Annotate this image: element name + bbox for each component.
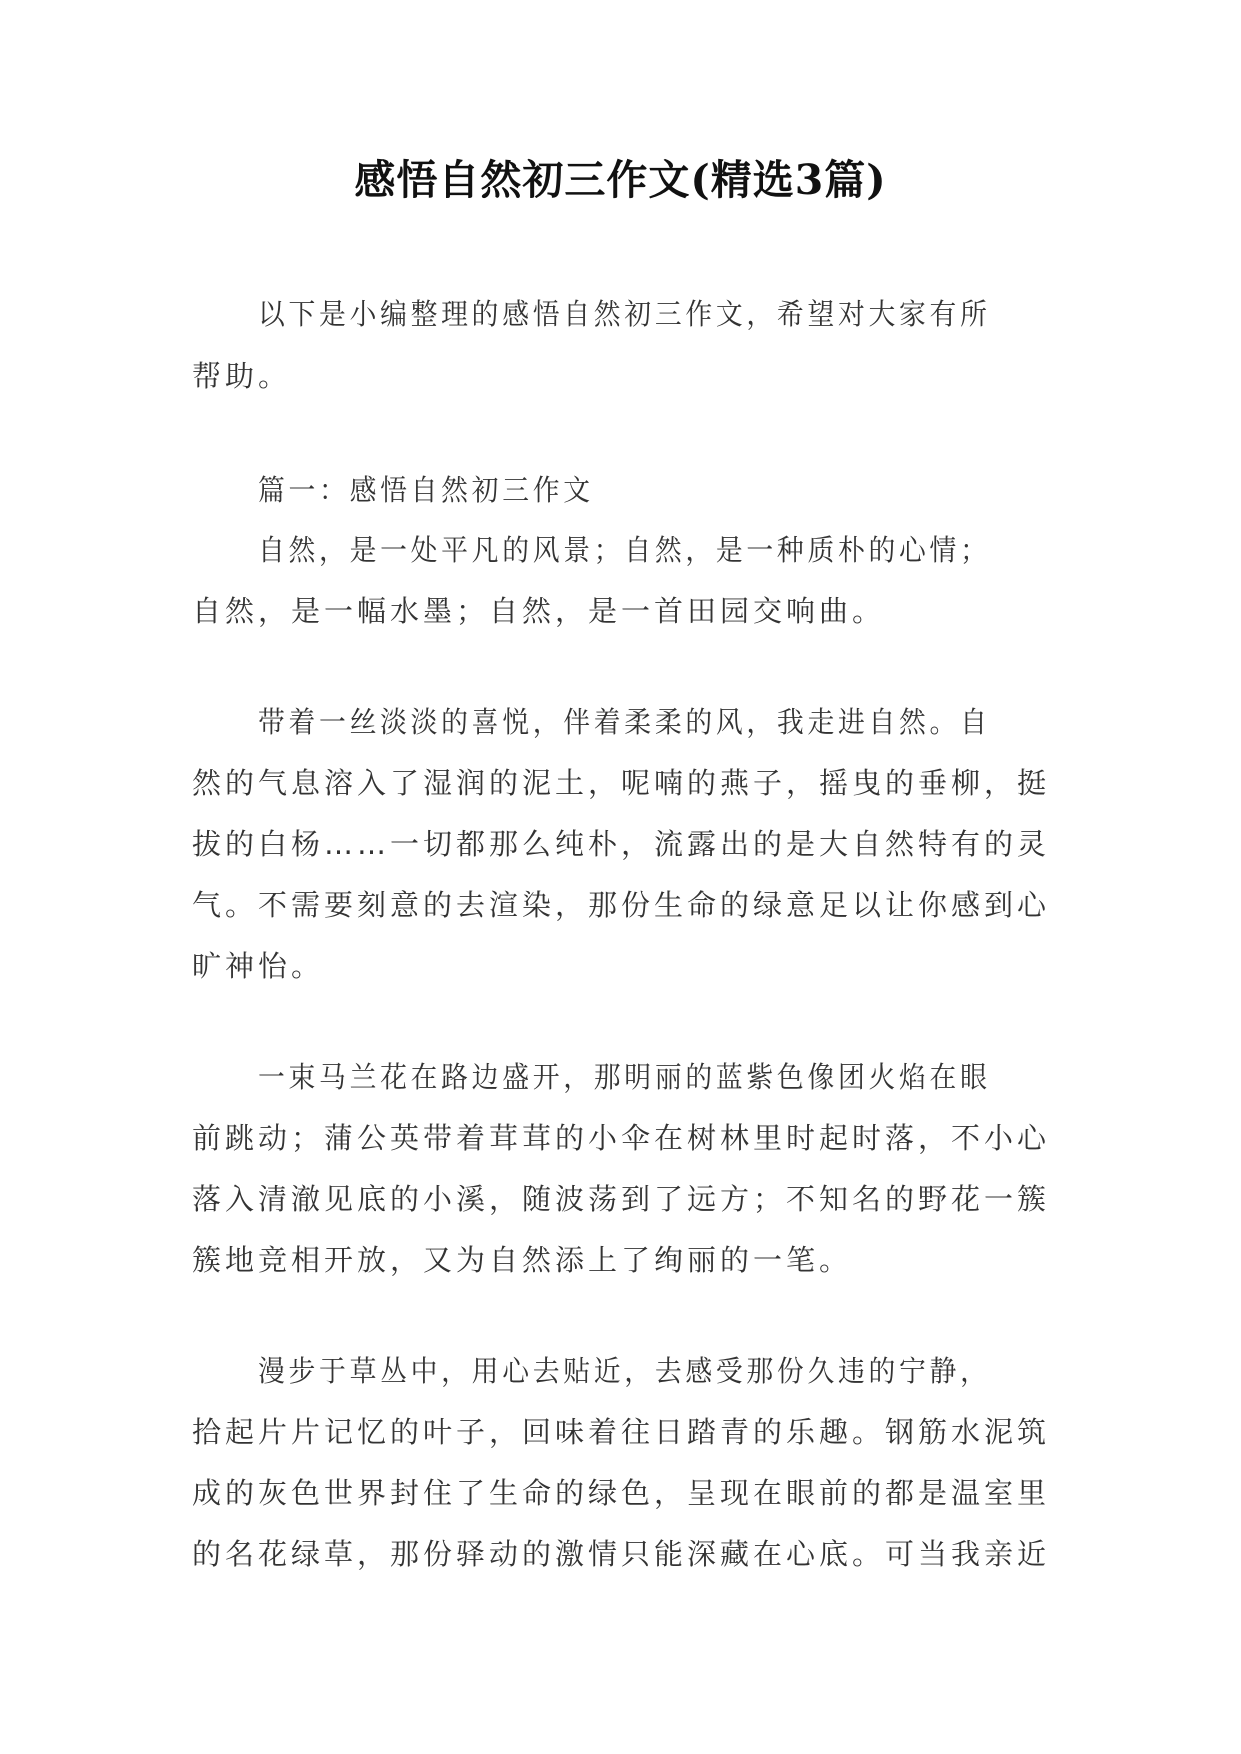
document-title: 感悟自然初三作文(精选3篇) [354, 156, 887, 204]
paragraph-line: 前跳动；蒲公英带着茸茸的小伞在树林里时起时落，不小心 [192, 1121, 1051, 1155]
paragraph-line: 气。不需要刻意的去渲染，那份生命的绿意足以让你感到心 [192, 888, 1051, 922]
paragraph-line: 自然，是一幅水墨；自然，是一首田园交响曲。 [192, 594, 886, 628]
paragraph-line: 漫步于草丛中，用心去贴近，去感受那份久违的宁静， [258, 1354, 991, 1388]
paragraph-line: 一束马兰花在路边盛开，那明丽的蓝紫色像团火焰在眼 [258, 1060, 991, 1094]
paragraph-line: 以下是小编整理的感悟自然初三作文，希望对大家有所 [258, 297, 991, 331]
paragraph-line: 旷神怡。 [192, 949, 325, 983]
paragraph-line: 帮助。 [192, 359, 292, 393]
paragraph-line: 簇地竞相开放，又为自然添上了绚丽的一笔。 [192, 1243, 853, 1277]
paragraph-line: 拔的白杨……一切都那么纯朴，流露出的是大自然特有的灵 [192, 827, 1051, 861]
paragraph-line: 拾起片片记忆的叶子，回味着往日踏青的乐趣。钢筋水泥筑 [192, 1415, 1051, 1449]
paragraph-line: 自然，是一处平凡的风景；自然，是一种质朴的心情； [258, 533, 991, 567]
paragraph-line: 落入清澈见底的小溪，随波荡到了远方；不知名的野花一簇 [192, 1182, 1051, 1216]
paragraph-line: 成的灰色世界封住了生命的绿色，呈现在眼前的都是温室里 [192, 1476, 1051, 1510]
paragraph-line: 带着一丝淡淡的喜悦，伴着柔柔的风，我走进自然。自 [258, 705, 991, 739]
paragraph-line: 然的气息溶入了湿润的泥土，呢喃的燕子，摇曳的垂柳，挺 [192, 766, 1051, 800]
section-heading: 篇一：感悟自然初三作文 [258, 473, 594, 507]
paragraph-line: 的名花绿草，那份驿动的激情只能深藏在心底。可当我亲近 [192, 1537, 1051, 1571]
